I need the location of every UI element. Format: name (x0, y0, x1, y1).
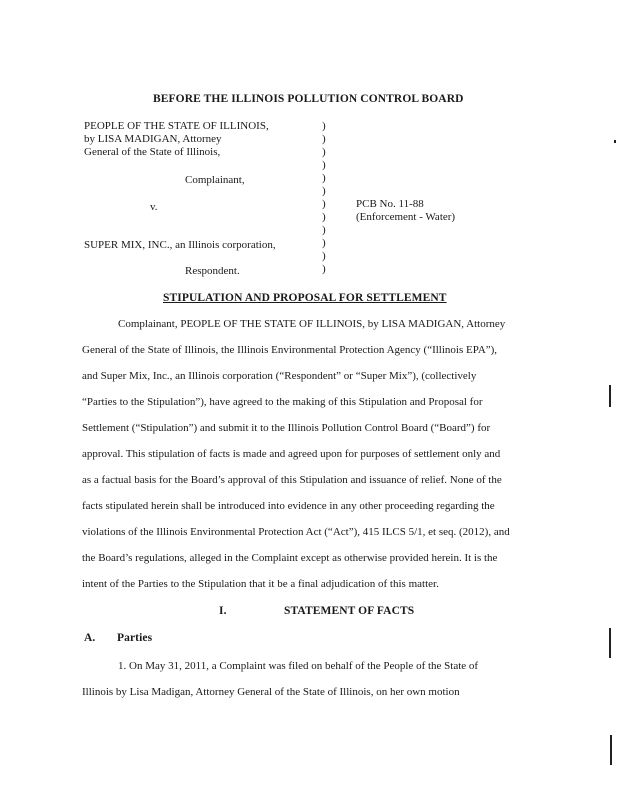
caption-complainant: Complainant, (185, 174, 245, 186)
intro-line: intent of the Parties to the Stipulation that it be a final adjudication of this matter. (82, 578, 439, 590)
caption-versus: v. (150, 201, 158, 213)
court-header: BEFORE THE ILLINOIS POLLUTION CONTROL BOARD (153, 93, 464, 105)
intro-line: and Super Mix, Inc., an Illinois corporation (“Respondent” or “Super Mix”), (collectively (82, 370, 477, 382)
paragraph-1-line: Illinois by Lisa Madigan, Attorney General of the State of Illinois, on her own motion (82, 686, 460, 698)
caption-bracket: ) (322, 250, 326, 262)
caption-bracket: ) (322, 159, 326, 171)
case-number: PCB No. 11-88 (356, 198, 424, 210)
scan-margin-mark (609, 385, 611, 407)
caption-plaintiff-line-2: by LISA MADIGAN, Attorney (84, 133, 222, 145)
subsection-title: Parties (117, 632, 153, 644)
section-title: STATEMENT OF FACTS (284, 605, 415, 617)
intro-line: violations of the Illinois Environmental Protection Act (“Act”), 415 ILCS 5/1, et seq. (2012), and (82, 526, 510, 538)
caption-bracket: ) (322, 120, 326, 132)
intro-line: Complainant, PEOPLE OF THE STATE OF ILLINOIS, by LISA MADIGAN, Attorney (118, 318, 506, 330)
intro-line: as a factual basis for the Board’s approval of this Stipulation and issuance of relief. None of the (82, 474, 502, 486)
paragraph-1-line: 1. On May 31, 2011, a Complaint was filed on behalf of the People of the State of (118, 660, 479, 672)
intro-line: facts stipulated herein shall be introduced into evidence in any other proceeding regarding the (82, 500, 495, 512)
intro-line: Settlement (“Stipulation”) and submit it to the Illinois Pollution Control Board (“Board”) for (82, 422, 491, 434)
caption-bracket: ) (322, 224, 326, 236)
scan-margin-mark (610, 735, 612, 765)
caption-bracket: ) (322, 263, 326, 275)
caption-plaintiff-line-1: PEOPLE OF THE STATE OF ILLINOIS, (84, 120, 269, 132)
scan-margin-mark (609, 628, 611, 658)
caption-bracket: ) (322, 172, 326, 184)
case-type: (Enforcement - Water) (356, 211, 456, 223)
caption-bracket: ) (322, 198, 326, 210)
caption-bracket: ) (322, 185, 326, 197)
document-title: STIPULATION AND PROPOSAL FOR SETTLEMENT (163, 292, 447, 304)
caption-bracket: ) (322, 237, 326, 249)
caption-respondent-party: SUPER MIX, INC., an Illinois corporation, (84, 239, 276, 251)
caption-plaintiff-line-3: General of the State of Illinois, (84, 146, 221, 158)
scan-margin-mark (614, 140, 616, 143)
intro-line: approval. This stipulation of facts is made and agreed upon for purposes of settlement only and (82, 448, 501, 460)
caption-bracket: ) (322, 211, 326, 223)
intro-line: “Parties to the Stipulation”), have agreed to the making of this Stipulation and Proposal for (82, 396, 483, 408)
caption-bracket: ) (322, 133, 326, 145)
section-number: I. (219, 605, 227, 617)
caption-respondent: Respondent. (185, 265, 240, 277)
subsection-letter: A. (84, 632, 96, 644)
intro-line: the Board’s regulations, alleged in the Complaint except as otherwise provided herein. It is the (82, 552, 498, 564)
intro-line: General of the State of Illinois, the Illinois Environmental Protection Agency (“Illinois EPA”), (82, 344, 498, 356)
caption-bracket: ) (322, 146, 326, 158)
